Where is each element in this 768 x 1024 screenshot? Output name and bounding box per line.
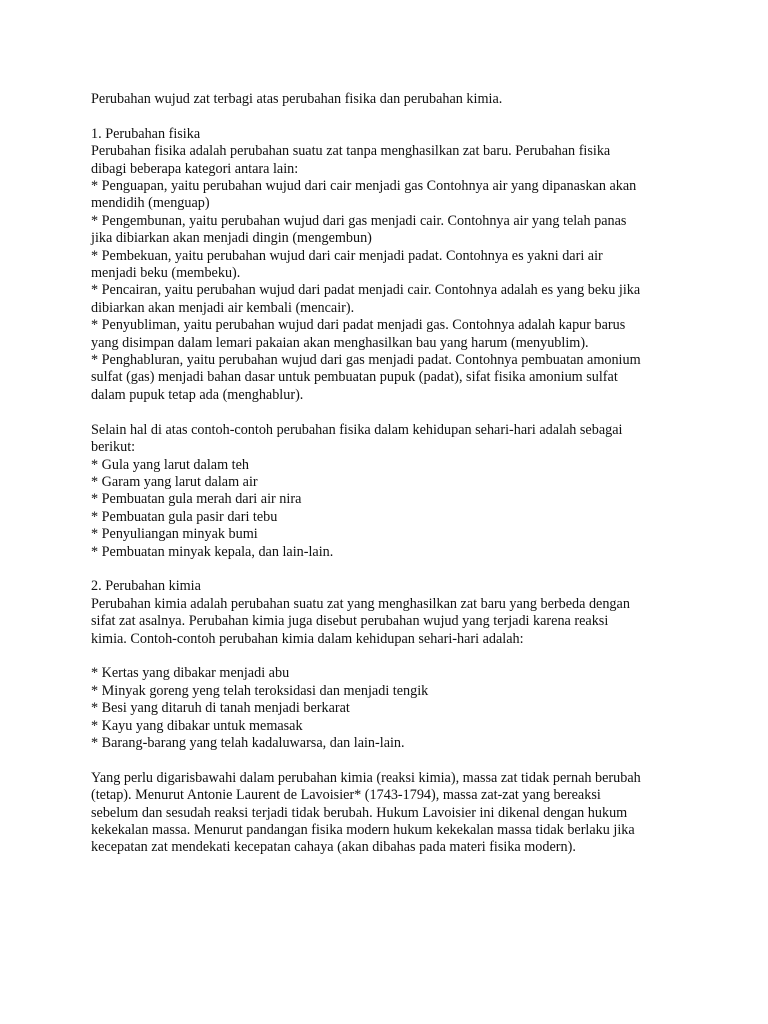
section1-body (91, 143, 728, 404)
text-line: Selain hal di atas contoh-contoh perubahan fisika dalam kehidupan sehari-hari adalah sebagai (91, 421, 623, 438)
spacer (91, 752, 728, 769)
section2-heading: 2. Perubahan kimia (91, 578, 201, 595)
text-line: * Penghabluran, yaitu perubahan wujud dari gas menjadi padat. Contohnya pembuatan amonium (91, 352, 641, 369)
text-line: * Pencairan, yaitu perubahan wujud dari padat menjadi cair. Contohnya adalah es yang beku jika (91, 282, 641, 299)
text-line: sebelum dan sesudah reaksi terjadi tidak berubah. Hukum Lavoisier ini dikenal dengan hukum (91, 804, 628, 821)
list-item: * Kayu yang dibakar untuk memasak (91, 717, 303, 734)
text-line: jika dibiarkan akan menjadi dingin (mengembun) (91, 230, 372, 247)
spacer (91, 108, 728, 125)
text-line: kecepatan zat mendekati kecepatan cahaya (akan dibahas pada materi fisika modern). (91, 839, 576, 856)
list-item: * Garam yang larut dalam air (91, 473, 258, 490)
spacer (91, 404, 728, 421)
list-item: * Kertas yang dibakar menjadi abu (91, 665, 290, 682)
list-item: * Pembuatan minyak kepala, dan lain-lain. (91, 543, 334, 560)
text-line: sifat zat asalnya. Perubahan kimia juga disebut perubahan wujud yang terjadi karena reaksi (91, 613, 609, 630)
text-line: menjadi beku (membeku). (91, 265, 241, 282)
text-line: * Penguapan, yaitu perubahan wujud dari cair menjadi gas Contohnya air yang dipanaskan akan (91, 178, 637, 195)
text-line: Yang perlu digarisbawahi dalam perubahan kimia (reaksi kimia), massa zat tidak pernah berubah (91, 769, 641, 786)
intro-line: Perubahan wujud zat terbagi atas perubahan fisika dan perubahan kimia. (91, 91, 503, 107)
list-item: * Penyuliangan minyak bumi (91, 526, 258, 543)
list-item: * Pembuatan gula merah dari air nira (91, 491, 302, 508)
text-line: sulfat (gas) menjadi bahan dasar untuk pembuatan pupuk (padat), sifat fisika amonium sulfat (91, 369, 618, 386)
text-line: * Penyubliman, yaitu perubahan wujud dari padat menjadi gas. Contohnya adalah kapur barus (91, 317, 626, 334)
examples-fisika (91, 422, 728, 561)
list-item: * Besi yang ditaruh di tanah menjadi berkarat (91, 700, 350, 717)
list-item: * Gula yang larut dalam teh (91, 456, 249, 473)
text-line: * Pengembunan, yaitu perubahan wujud dari gas menjadi cair. Contohnya air yang telah panas (91, 212, 627, 229)
section2-body (91, 596, 728, 648)
text-line: kekekalan massa. Menurut pandangan fisika modern hukum kekekalan massa tidak berlaku jika (91, 821, 635, 838)
text-line: * Pembekuan, yaitu perubahan wujud dari cair menjadi padat. Contohnya es yakni dari air (91, 247, 603, 264)
text-line: (tetap). Menurut Antonie Laurent de Lavoisier* (1743-1794), massa zat-zat yang bereaksi (91, 787, 601, 804)
text-line: Perubahan fisika adalah perubahan suatu zat tanpa menghasilkan zat baru. Perubahan fisika (91, 143, 611, 160)
text-line: dalam pupuk tetap ada (menghablur). (91, 386, 304, 403)
text-line: mendidih (menguap) (91, 195, 210, 212)
text-line: berikut: (91, 439, 136, 456)
text-line: yang disimpan dalam lemari pakaian akan menghasilkan bau yang harum (menyublim). (91, 334, 589, 351)
list-item: * Barang-barang yang telah kadaluwarsa, dan lain-lain. (91, 734, 405, 751)
text-line: kimia. Contoh-contoh perubahan kimia dalam kehidupan sehari-hari adalah: (91, 630, 524, 647)
text-line: Perubahan kimia adalah perubahan suatu zat yang menghasilkan zat baru yang berbeda dengan (91, 595, 630, 612)
spacer (91, 648, 728, 665)
list-item: * Minyak goreng yeng telah teroksidasi dan menjadi tengik (91, 682, 429, 699)
text-line: dibiarkan akan menjadi air kembali (mencair). (91, 299, 355, 316)
closing-paragraph (91, 770, 728, 857)
section1-heading: 1. Perubahan fisika (91, 125, 201, 142)
text-line: dibagi beberapa kategori antara lain: (91, 160, 299, 177)
examples-kimia (91, 665, 728, 752)
spacer (91, 561, 728, 578)
list-item: * Pembuatan gula pasir dari tebu (91, 508, 278, 525)
